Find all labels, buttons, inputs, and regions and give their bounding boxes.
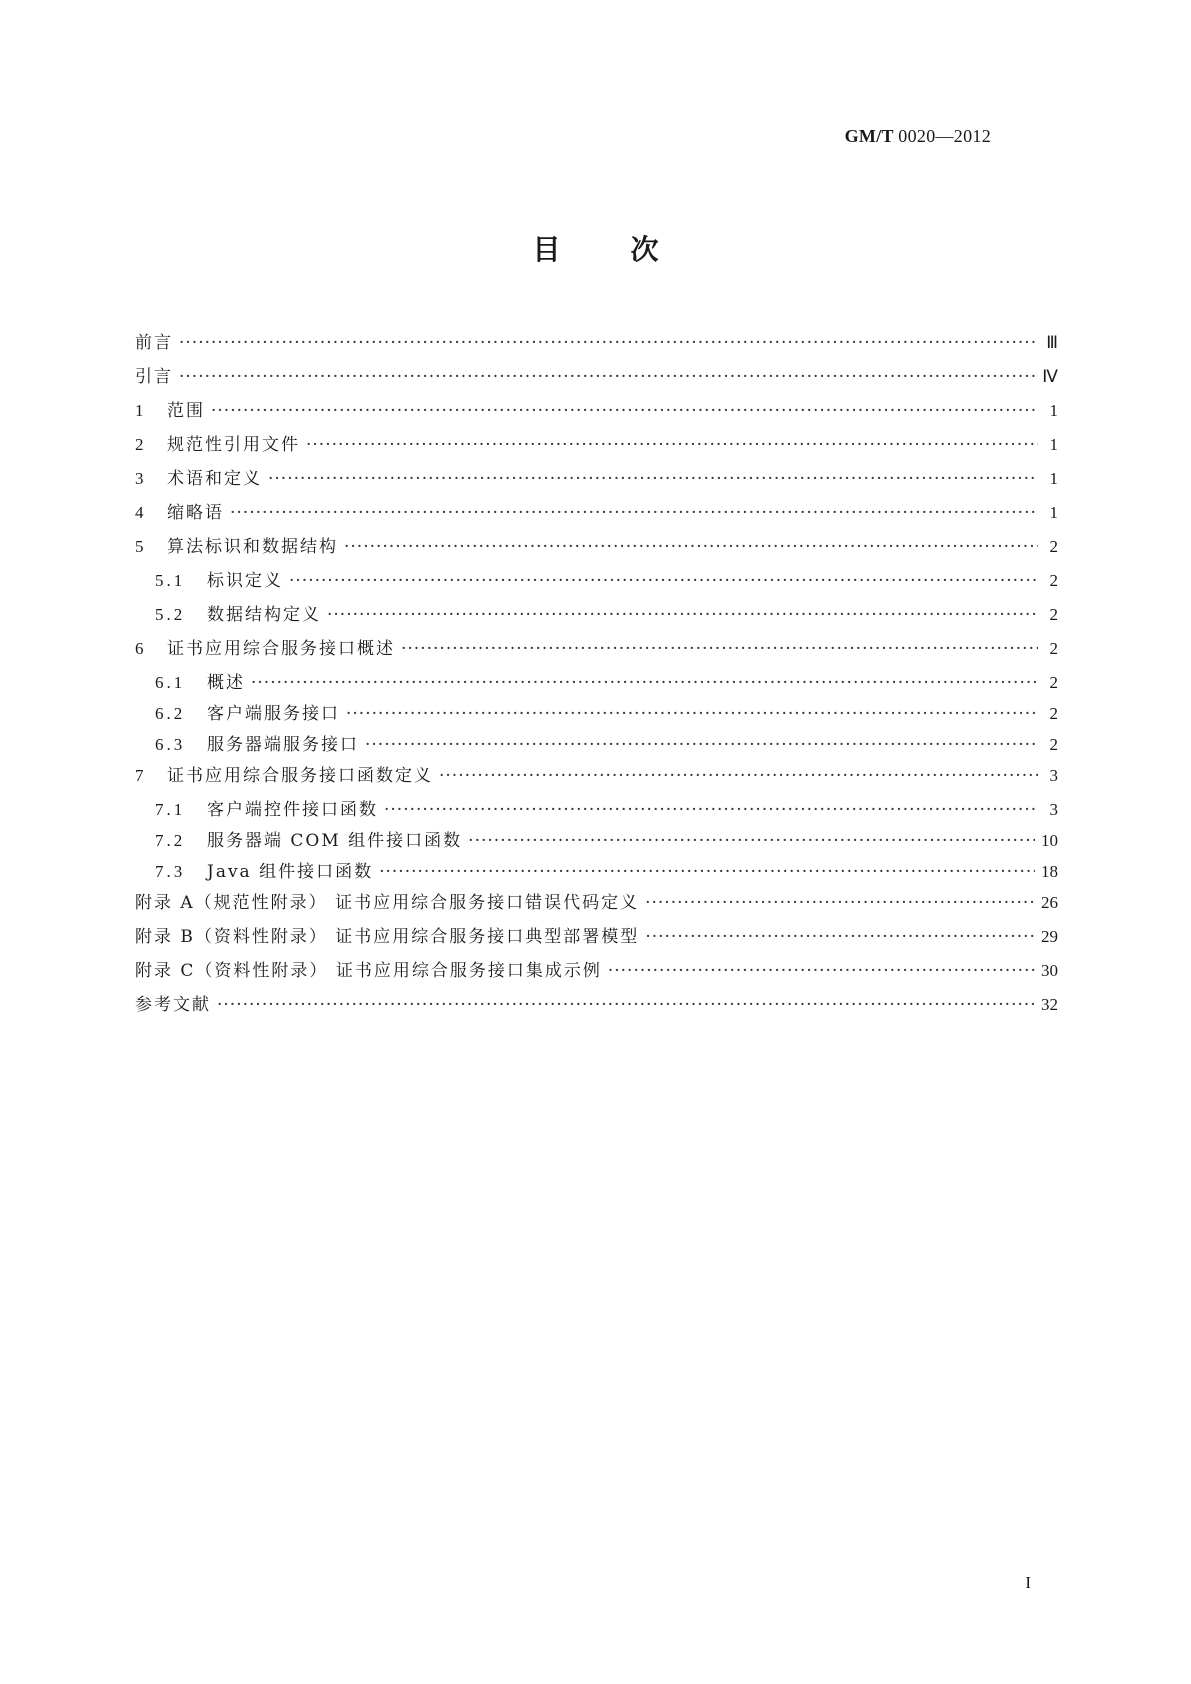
toc-number: 3: [135, 469, 144, 488]
toc-leader: [384, 800, 1038, 820]
toc-label: 规范性引用文件: [167, 435, 300, 455]
toc-entry-5-1[interactable]: [135, 566, 1058, 600]
toc-label: 服务器端服务接口: [207, 735, 359, 755]
toc-number: 7: [135, 766, 144, 785]
toc-page: 1: [1049, 503, 1058, 522]
toc-leader: [251, 673, 1038, 693]
toc-label: 前言: [135, 333, 173, 353]
toc-label: 参考文献: [135, 995, 211, 1015]
toc-label: 附录 B（资料性附录） 证书应用综合服务接口典型部署模型: [135, 927, 640, 947]
toc-page: Ⅳ: [1042, 367, 1058, 386]
toc-page: 2: [1049, 673, 1058, 692]
toc-entry-introduction[interactable]: [135, 362, 1058, 396]
toc-page: 1: [1049, 435, 1058, 454]
toc-leader: [211, 401, 1038, 421]
toc-page: 26: [1041, 893, 1058, 912]
toc-page: 3: [1049, 766, 1058, 785]
toc-page: 3: [1049, 800, 1058, 819]
toc-entry-5-2[interactable]: [135, 600, 1058, 634]
toc-number: 1: [135, 401, 144, 420]
toc-entry-1[interactable]: [135, 396, 1058, 430]
toc-entry-7[interactable]: [135, 761, 1058, 795]
toc-number: 7.1: [155, 800, 186, 819]
toc-number: 5.2: [155, 605, 186, 624]
toc-number: 6.3: [155, 735, 186, 754]
toc-entry-references[interactable]: [135, 990, 1058, 1024]
toc-page: 2: [1049, 704, 1058, 723]
toc-entry-7-2[interactable]: [135, 826, 1058, 857]
standard-number: 0020—2012: [898, 126, 991, 146]
toc-entry-7-1[interactable]: [135, 795, 1058, 826]
page-number: I: [1025, 1573, 1031, 1592]
toc-page: 2: [1049, 605, 1058, 624]
toc-entry-appendix-a[interactable]: [135, 888, 1058, 922]
toc-page: 1: [1049, 469, 1058, 488]
toc-entry-6-1[interactable]: [135, 668, 1058, 699]
toc-page: 2: [1049, 571, 1058, 590]
toc-entry-appendix-b[interactable]: [135, 922, 1058, 956]
toc-leader: [217, 995, 1035, 1015]
standard-code: [845, 126, 991, 147]
toc-entry-2[interactable]: [135, 430, 1058, 464]
toc-page: 2: [1049, 735, 1058, 754]
toc-page: Ⅲ: [1046, 333, 1058, 352]
toc-entry-foreword[interactable]: [135, 328, 1058, 362]
toc-entry-4[interactable]: [135, 498, 1058, 532]
toc-label: 数据结构定义: [207, 605, 321, 625]
toc-entry-appendix-c[interactable]: [135, 956, 1058, 990]
toc-entry-6-3[interactable]: [135, 730, 1058, 761]
toc-leader: [379, 862, 1035, 882]
toc-leader: [608, 961, 1035, 981]
toc-label: 标识定义: [207, 571, 283, 591]
toc-leader: [439, 766, 1038, 786]
toc-page: 29: [1041, 927, 1058, 946]
toc-page: 18: [1041, 862, 1058, 881]
toc-entry-5[interactable]: [135, 532, 1058, 566]
toc-leader: [289, 571, 1038, 591]
toc-label: 缩略语: [167, 503, 224, 523]
toc-leader: [468, 831, 1035, 851]
toc-leader: [327, 605, 1038, 625]
toc-entry-6[interactable]: [135, 634, 1058, 668]
toc-number: 5: [135, 537, 144, 556]
toc-number: 6.1: [155, 673, 186, 692]
toc-page: 2: [1049, 537, 1058, 556]
toc-label: 附录 C（资料性附录） 证书应用综合服务接口集成示例: [135, 961, 602, 981]
toc-number: 2: [135, 435, 144, 454]
toc-label: 附录 A（规范性附录） 证书应用综合服务接口错误代码定义: [135, 893, 640, 913]
toc-number: 7.3: [155, 862, 186, 881]
table-of-contents: [135, 328, 1058, 1024]
toc-leader: [179, 367, 1036, 387]
toc-label: 服务器端 COM 组件接口函数: [207, 831, 463, 851]
toc-label: 引言: [135, 367, 173, 387]
toc-leader: [645, 927, 1035, 947]
toc-page: 30: [1041, 961, 1058, 980]
page-title: [0, 228, 1191, 268]
toc-entry-3[interactable]: [135, 464, 1058, 498]
toc-number: 4: [135, 503, 144, 522]
toc-page: 2: [1049, 639, 1058, 658]
toc-leader: [401, 639, 1038, 659]
toc-label: 客户端控件接口函数: [207, 800, 378, 820]
toc-entry-7-3[interactable]: [135, 857, 1058, 888]
toc-leader: [645, 893, 1035, 913]
toc-leader: [346, 704, 1038, 724]
toc-leader: [230, 503, 1038, 523]
toc-label: 证书应用综合服务接口概述: [167, 639, 395, 659]
toc-leader: [268, 469, 1038, 489]
toc-number: 6.2: [155, 704, 186, 723]
title-char-1: 目: [532, 233, 561, 266]
toc-page: 10: [1041, 831, 1058, 850]
toc-label: 算法标识和数据结构: [167, 537, 338, 557]
toc-leader: [179, 333, 1038, 353]
toc-leader: [344, 537, 1038, 557]
toc-number: 7.2: [155, 831, 186, 850]
toc-label: 范围: [167, 401, 205, 421]
toc-page: 1: [1049, 401, 1058, 420]
toc-entry-6-2[interactable]: [135, 699, 1058, 730]
title-char-2: 次: [630, 233, 659, 266]
toc-label: 概述: [207, 673, 245, 693]
toc-number: 5.1: [155, 571, 186, 590]
toc-label: 术语和定义: [167, 469, 262, 489]
toc-label: 证书应用综合服务接口函数定义: [167, 766, 433, 786]
toc-label: 客户端服务接口: [207, 704, 340, 724]
toc-leader: [365, 735, 1038, 755]
standard-prefix: GM/T: [844, 126, 894, 146]
toc-label: Java 组件接口函数: [207, 862, 374, 882]
toc-page: 32: [1041, 995, 1058, 1014]
toc-number: 6: [135, 639, 144, 658]
toc-leader: [306, 435, 1038, 455]
